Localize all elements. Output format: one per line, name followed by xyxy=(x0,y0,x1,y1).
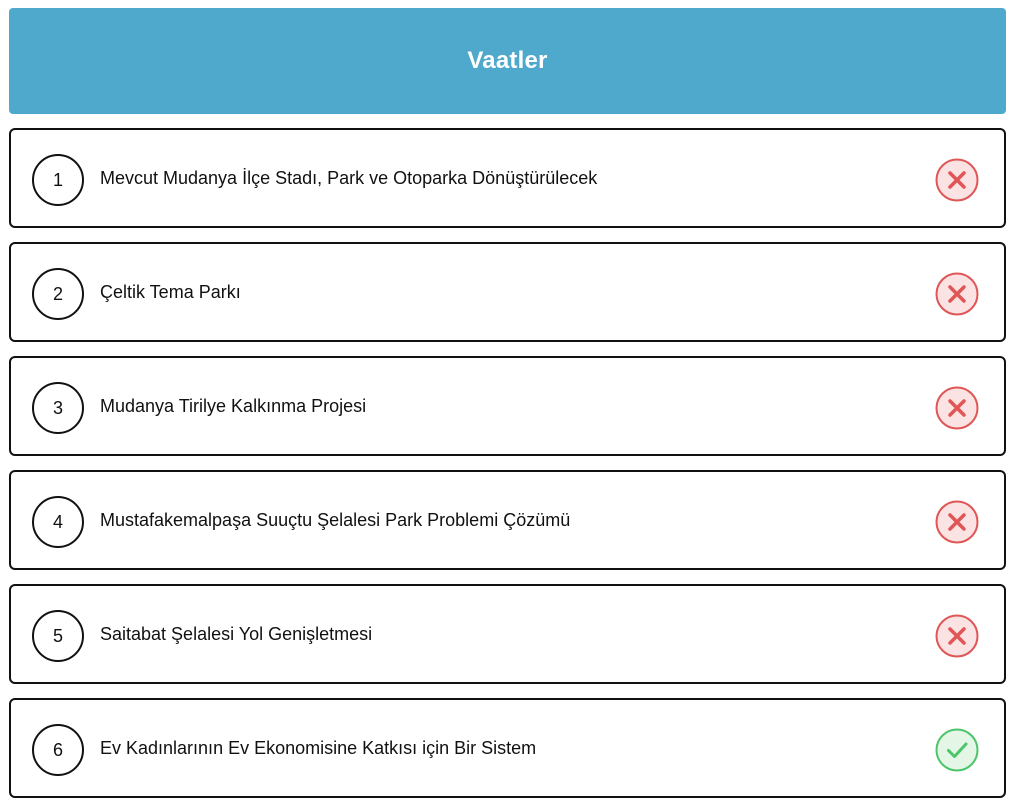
item-number-badge: 1 xyxy=(32,154,84,206)
page-title: Vaatler xyxy=(467,47,548,74)
item-number-badge: 3 xyxy=(32,382,84,434)
x-circle-icon xyxy=(935,386,979,430)
list-item xyxy=(9,356,1006,456)
list-item xyxy=(9,470,1006,570)
page-header xyxy=(9,8,1006,114)
x-circle-icon xyxy=(935,158,979,202)
item-label: Mustafakemalpaşa Suuçtu Şelalesi Park Problemi Çözümü xyxy=(100,509,571,530)
list-item xyxy=(9,698,1006,798)
item-label: Saitabat Şelalesi Yol Genişletmesi xyxy=(100,623,373,644)
promise-list xyxy=(9,128,1006,812)
x-circle-icon xyxy=(935,614,979,658)
item-label: Mevcut Mudanya İlçe Stadı, Park ve Otoparka Dönüştürülecek xyxy=(100,167,598,188)
item-label: Çeltik Tema Parkı xyxy=(100,281,241,302)
item-number-badge: 5 xyxy=(32,610,84,662)
item-label: Ev Kadınlarının Ev Ekonomisine Katkısı için Bir Sistem xyxy=(100,737,537,758)
x-circle-icon xyxy=(935,272,979,316)
x-circle-icon xyxy=(935,500,979,544)
list-item xyxy=(9,584,1006,684)
list-item xyxy=(9,128,1006,228)
item-label: Mudanya Tirilye Kalkınma Projesi xyxy=(100,395,367,416)
list-item xyxy=(9,242,1006,342)
item-number-badge: 2 xyxy=(32,268,84,320)
check-circle-icon xyxy=(935,728,979,772)
item-number-badge: 4 xyxy=(32,496,84,548)
item-number-badge: 6 xyxy=(32,724,84,776)
